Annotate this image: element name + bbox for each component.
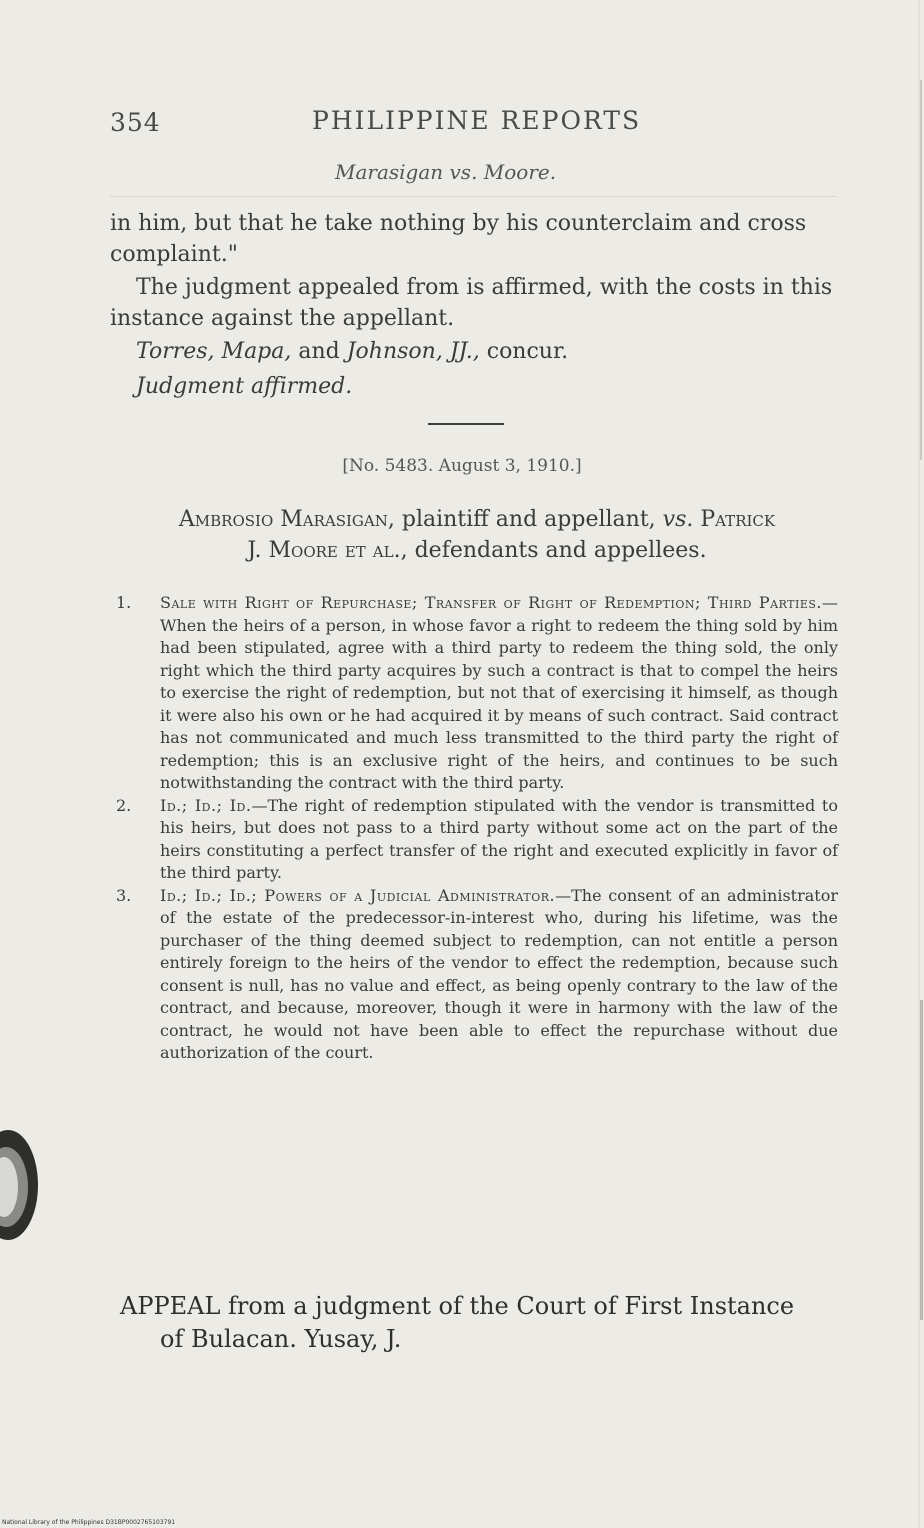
header-rule — [110, 196, 836, 197]
concur-word: concur. — [479, 339, 569, 364]
case-parties — [116, 504, 838, 566]
plaintiff-name: Ambrosio Marasigan — [178, 507, 388, 532]
appeal-line-2: of Bulacan. Yusay, J. — [160, 1325, 402, 1353]
concur-and: and — [291, 339, 347, 364]
syllabus-heading: Id.; Id.; Id. — [160, 795, 252, 815]
prev-case-judgment: The judgment appealed from is affirmed, with the costs in this instance against the appellant. — [110, 275, 833, 331]
syllabus-text: —When the heirs of a person, in whose favor a right to redeem the thing sold by him had been stipulated, agree with a third party to redeem the thing sold, the only right which the third party acquires by such a contract is that to compel the heirs to exercise the right of redemption, but not that of exercising it himself, as though it were also his own or he had acquired it by means of such contract. Said contract has not communicated and much less transmitted to the third party the right of redemption; this is an exclusive right of the heirs, and continues to be such notwithstanding the contract with the third party. — [160, 593, 838, 792]
syllabus-text: —The right of redemption stipulated with the vendor is transmitted to his heirs, but does not pass to a third party without some act on the part of the heirs constituting a perfect transfer of the right and executed explicitly in favor of the third party. — [160, 795, 838, 882]
syllabus-heading: Sale with Right of Repurchase; Transfer of Right of Redemption; Third Parties. — [160, 593, 822, 612]
scan-footer: National Library of the Philippines D31BP0002765103791 — [2, 1519, 176, 1526]
concurrence — [110, 336, 862, 367]
syllabus-text: —The consent of an administrator of the estate of the predecessor-in-interest who, during his lifetime, was the purchaser of the thing deemed subject to redemption, can not entitle a person entirely foreign to the heirs of the vendor to effect the redemption, because such consent is null, has no value and effect, as being openly contrary to the law of the contract, and because, moreover, though it were in harmony with the law of the contract, he would not have been able to effect the repurchase without due authorization of the court. — [160, 885, 839, 1062]
prev-case-closing: in him, but that he take nothing by his counterclaim and cross complaint." — [110, 211, 807, 267]
appeal-line-1: APPEAL from a judgment of the Court of First Instance — [120, 1292, 795, 1320]
concur-names: Torres, Mapa, — [136, 339, 292, 364]
syllabus-item — [116, 885, 838, 1065]
syllabus-number: 1. — [116, 593, 132, 612]
defendant-name-b: J. Moore et al. — [247, 538, 401, 563]
defendant-name-a: Patrick — [693, 507, 776, 532]
syllabus-heading: Id.; Id.; Id.; Powers of a Judicial Administrator. — [160, 885, 556, 905]
versus: vs. — [662, 507, 694, 532]
syllabus-item — [116, 795, 838, 885]
syllabus-item — [116, 592, 838, 795]
section-divider — [428, 423, 504, 425]
syllabus-number: 2. — [116, 795, 132, 815]
running-head: Marasigan vs. Moore. — [335, 160, 557, 184]
disposition: Judgment affirmed. — [136, 374, 353, 399]
appeal-paragraph — [120, 1290, 840, 1356]
syllabus-number: 3. — [116, 885, 132, 905]
page-edge — [912, 0, 924, 1528]
syllabus — [116, 592, 838, 1065]
defendant-role: , defendants and appellees. — [400, 538, 707, 563]
concur-name-3: Johnson, JJ., — [346, 339, 480, 364]
case-number-date: [No. 5483. August 3, 1910.] — [342, 456, 582, 476]
scanner-clip-icon — [0, 1125, 44, 1245]
page-title: PHILIPPINE REPORTS — [312, 106, 642, 135]
plaintiff-role: , plaintiff and appellant, — [387, 507, 663, 532]
page-number: 354 — [110, 108, 161, 137]
